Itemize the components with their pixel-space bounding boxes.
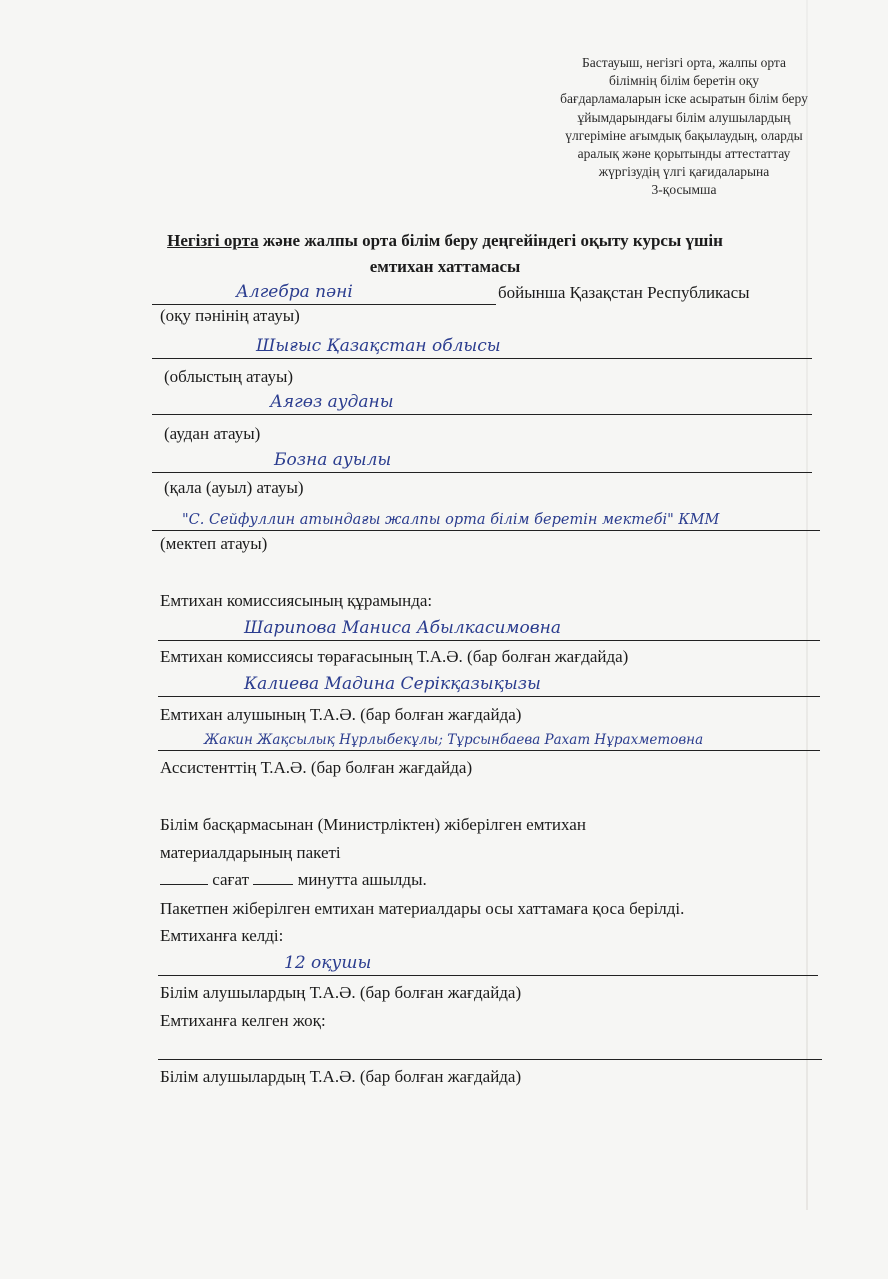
chair-field[interactable]: [158, 612, 820, 641]
region-value: Шығыс Қазақстан облысы: [256, 336, 501, 356]
appendix-header: [520, 54, 848, 200]
header-line: жүргізудің үлгі қағидаларына: [598, 164, 770, 180]
district-field[interactable]: [152, 386, 812, 415]
attended-label: Емтиханға келді:: [160, 926, 284, 945]
town-caption: (қала (ауыл) атауы): [164, 478, 304, 497]
package-line2: материалдарының пакеті: [160, 843, 341, 862]
town-field[interactable]: [152, 444, 812, 473]
subject-field[interactable]: [152, 276, 496, 305]
hour-label: сағат: [212, 870, 250, 889]
examiner-caption: Емтихан алушының Т.А.Ә. (бар болған жағдайда): [160, 705, 522, 724]
town-value: Бозна ауылы: [274, 450, 392, 470]
region-field[interactable]: [152, 330, 812, 359]
title-level: Негізгі орта: [167, 231, 259, 250]
absent-caption: Білім алушылардың Т.А.Ә. (бар болған жағдайда): [160, 1067, 522, 1086]
header-line: Бастауыш, негізгі орта, жалпы орта: [582, 55, 786, 70]
minute-blank[interactable]: [253, 870, 293, 885]
header-line: бағдарламаларын іске асыратын білім беру: [560, 91, 808, 107]
attended-value: 12 оқушы: [284, 953, 372, 973]
district-value: Аягөз ауданы: [270, 392, 394, 412]
package-opened-time: [160, 870, 427, 890]
package-attached: Пакетпен жіберілген емтихан материалдары осы хаттамаға қоса берілді.: [160, 899, 685, 918]
examiner-value: Калиева Мадина Серікқазықызы: [244, 674, 541, 694]
school-caption: (мектеп атауы): [160, 534, 268, 553]
school-value: "С. Сейфуллин атындағы жалпы орта білім беретін мектебі" КММ: [182, 512, 720, 528]
header-line: білімнің білім беретін оқу: [609, 73, 759, 89]
header-line: үлгеріміне ағымдық бақылаудың, оларды: [565, 127, 803, 143]
chair-value: Шарипова Маниса Абылкасимовна: [244, 618, 561, 638]
assistants-value: Жакин Жақсылық Нұрлыбекұлы; Тұрсынбаева Рахат Нұрахметовна: [204, 732, 704, 748]
hour-blank[interactable]: [160, 870, 208, 885]
commission-intro: Емтихан комиссиясының құрамында:: [160, 591, 433, 610]
header-line: аралық және қорытынды аттестаттау: [577, 146, 791, 162]
package-line1: Білім басқармасынан (Министрліктен) жіберілген емтихан: [160, 815, 586, 834]
title-line2: емтихан хаттамасы: [369, 257, 521, 276]
subject-value: Алгебра пәні: [236, 282, 353, 302]
subject-suffix: бойынша Қазақстан Республикасы: [498, 283, 750, 302]
examiner-field[interactable]: [158, 668, 820, 697]
absent-field[interactable]: [158, 1031, 822, 1060]
chair-caption: Емтихан комиссиясы төрағасының Т.А.Ә. (бар болған жағдайда): [160, 647, 629, 666]
minute-label: минутта ашылды.: [297, 870, 427, 889]
assistants-caption: Ассистенттің Т.А.Ә. (бар болған жағдайда): [160, 758, 473, 777]
region-caption: (облыстың атауы): [164, 367, 294, 386]
attended-field[interactable]: [158, 947, 818, 976]
absent-label: Емтиханға келген жоқ:: [160, 1011, 326, 1030]
title-rest: және жалпы орта білім беру деңгейіндегі оқыту курсы үшін: [258, 231, 723, 250]
appendix-number: 3-қосымша: [651, 182, 717, 198]
header-line: ұйымдарындағы білім алушылардың: [577, 109, 791, 125]
subject-caption: (оқу пәнінің атауы): [160, 306, 300, 325]
document-title: [110, 228, 780, 280]
school-field[interactable]: [152, 502, 820, 531]
attended-caption: Білім алушылардың Т.А.Ә. (бар болған жағдайда): [160, 983, 522, 1002]
district-caption: (аудан атауы): [164, 424, 261, 443]
assistants-field[interactable]: [158, 722, 820, 751]
